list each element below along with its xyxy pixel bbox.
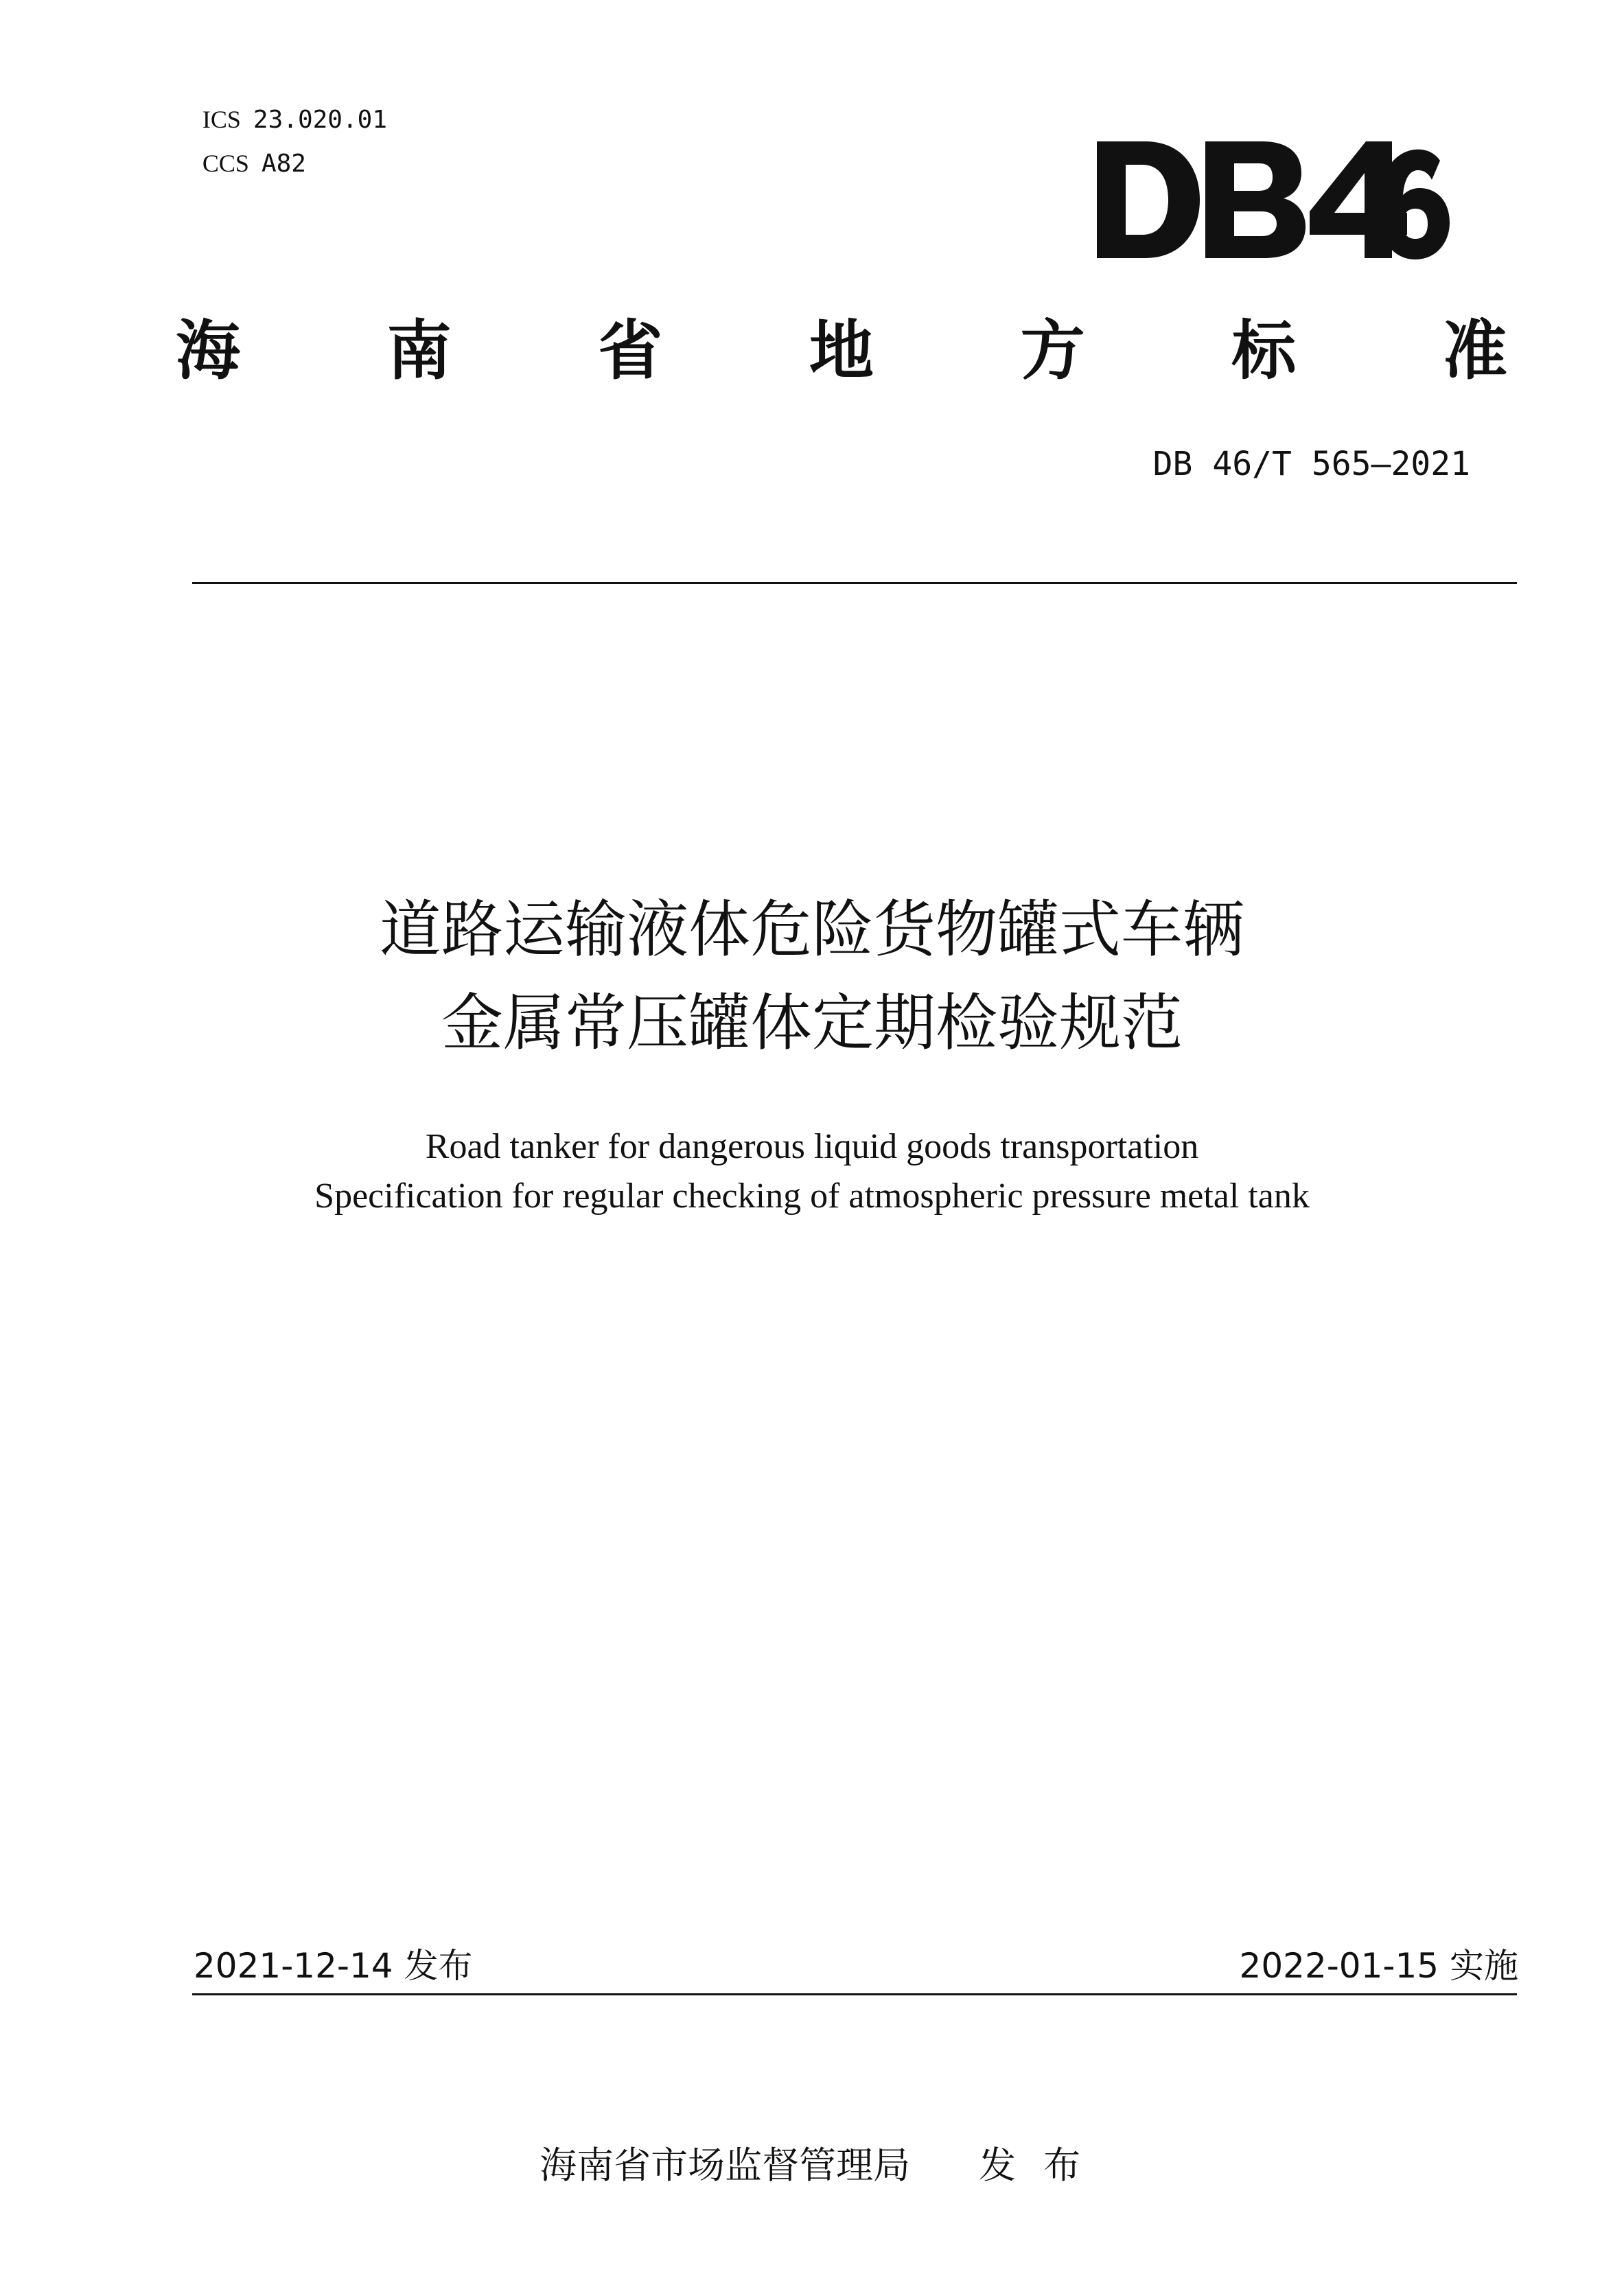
standard-type-char: 标 bbox=[1231, 314, 1297, 389]
issuer-name: 海南省市场监督管理局 bbox=[540, 2144, 911, 2187]
bottom-divider bbox=[192, 1993, 1517, 1995]
effective-date: 2022-01-15 实施 bbox=[1239, 1946, 1518, 1986]
issuer-action: 发布 bbox=[979, 2144, 1109, 2187]
standard-type-char: 南 bbox=[386, 314, 452, 389]
standard-type-char: 准 bbox=[1442, 314, 1507, 389]
title-en-line1: Road tanker for dangerous liquid goods transportation bbox=[425, 1127, 1199, 1166]
standard-type-char: 地 bbox=[809, 314, 874, 389]
standard-type-title bbox=[176, 310, 1507, 393]
title-cn-line2: 金属常压罐体定期检验规范 bbox=[441, 987, 1183, 1059]
db46-logo bbox=[1097, 135, 1450, 265]
title-cn-line1: 道路运输液体危险货物罐式车辆 bbox=[380, 894, 1244, 966]
standard-type-char: 省 bbox=[598, 314, 663, 389]
top-divider bbox=[192, 582, 1517, 584]
ccs-label: CCS bbox=[202, 150, 249, 177]
standard-type-char: 海 bbox=[176, 314, 241, 389]
ccs-value: A82 bbox=[261, 150, 306, 178]
issuer-line bbox=[0, 2094, 1624, 2190]
issue-date: 2021-12-14 发布 bbox=[194, 1946, 473, 1986]
ccs-code bbox=[187, 122, 306, 178]
ics-value: 23.020.01 bbox=[253, 106, 387, 134]
title-en-line2: Specification for regular checking of atmospheric pressure metal tank bbox=[314, 1176, 1310, 1216]
standard-number: DB 46/T 565—2021 bbox=[1152, 445, 1470, 483]
standard-type-char: 方 bbox=[1020, 314, 1085, 389]
ics-label: ICS bbox=[202, 106, 241, 133]
